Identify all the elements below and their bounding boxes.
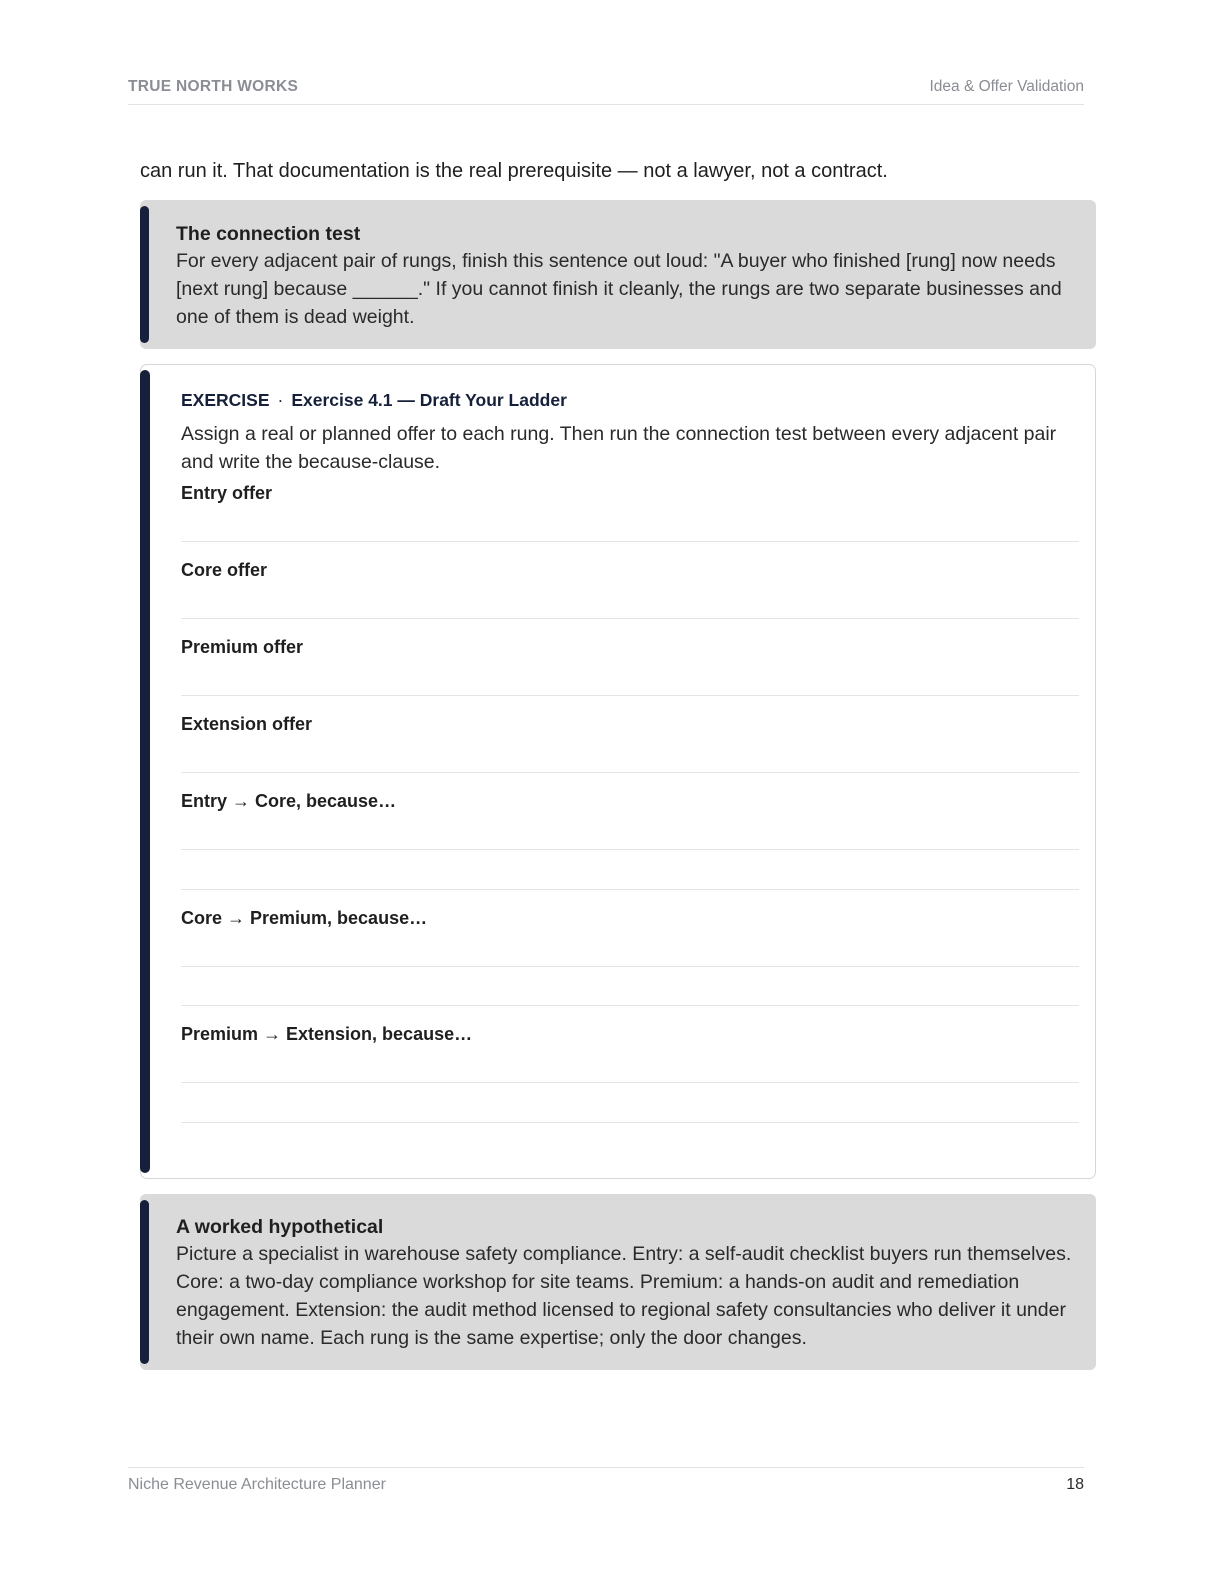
callout-title: The connection test xyxy=(176,223,361,245)
field-label: Entry → Core, because… xyxy=(181,791,397,811)
exercise-field xyxy=(181,1023,1079,1123)
callout-body: Picture a specialist in warehouse safety compliance. Entry: a self-audit checklist buyers run themselves. Core: a two-day compliance workshop for site teams. Premium: a hands-on audit and remediation engagement. Extension: the audit method licensed to regional safety consultancies who deliver it under their own name. Each rung is the same expertise; only the door changes. xyxy=(176,1243,1072,1349)
exercise-field xyxy=(181,713,1079,773)
field-label: Extension offer xyxy=(181,714,313,734)
exercise-heading xyxy=(181,389,1079,411)
field-label: Core → Premium, because… xyxy=(181,907,428,928)
write-in-line[interactable] xyxy=(181,1045,1079,1083)
write-in-line[interactable] xyxy=(181,735,1079,773)
write-in-line[interactable] xyxy=(181,850,1079,890)
write-in-line[interactable] xyxy=(181,581,1079,619)
field-label: Premium offer xyxy=(181,637,304,657)
field-label: Premium → Extension, because… xyxy=(181,1024,473,1044)
body-paragraph: can run it. That documentation is the real prerequisite — not a lawyer, not a contract. xyxy=(140,160,888,182)
write-in-line[interactable] xyxy=(181,658,1079,696)
write-in-line[interactable] xyxy=(181,504,1079,542)
exercise-field xyxy=(181,559,1079,619)
document-title: Niche Revenue Architecture Planner xyxy=(128,1476,386,1493)
callout-title: A worked hypothetical xyxy=(176,1216,384,1238)
running-footer xyxy=(128,1467,1084,1494)
write-in-line[interactable] xyxy=(181,967,1079,1007)
field-label: Entry offer xyxy=(181,483,273,503)
callout-body: For every adjacent pair of rungs, finish this sentence out loud: "A buyer who finished [rung] now needs [next rung] because ______." If you cannot finish it cleanly, the rungs are two separate businesses and one of them is dead weight. xyxy=(176,250,1062,328)
worked-hypothetical-callout xyxy=(140,1194,1096,1370)
exercise-field xyxy=(181,790,1079,890)
section-title: Idea & Offer Validation xyxy=(929,78,1084,95)
exercise-field xyxy=(181,482,1079,542)
exercise-instructions: Assign a real or planned offer to each rung. Then run the connection test between every adjacent pair and write the because-clause. xyxy=(181,423,1057,473)
heading-separator: · xyxy=(277,390,284,410)
exercise-title: Exercise 4.1 — Draft Your Ladder xyxy=(291,390,567,410)
exercise-field xyxy=(181,636,1079,696)
exercise-kicker: EXERCISE xyxy=(181,390,270,410)
write-in-line[interactable] xyxy=(181,1083,1079,1123)
brand-name: TRUE NORTH WORKS xyxy=(128,78,299,95)
page-number: 18 xyxy=(1066,1476,1084,1493)
running-header xyxy=(128,78,1084,105)
exercise-field xyxy=(181,907,1079,1007)
exercise-card xyxy=(140,364,1096,1179)
write-in-line[interactable] xyxy=(181,812,1079,850)
field-label: Core offer xyxy=(181,560,268,580)
write-in-line[interactable] xyxy=(181,929,1079,967)
connection-test-callout xyxy=(140,200,1096,349)
exercise-fields xyxy=(181,482,1079,1123)
